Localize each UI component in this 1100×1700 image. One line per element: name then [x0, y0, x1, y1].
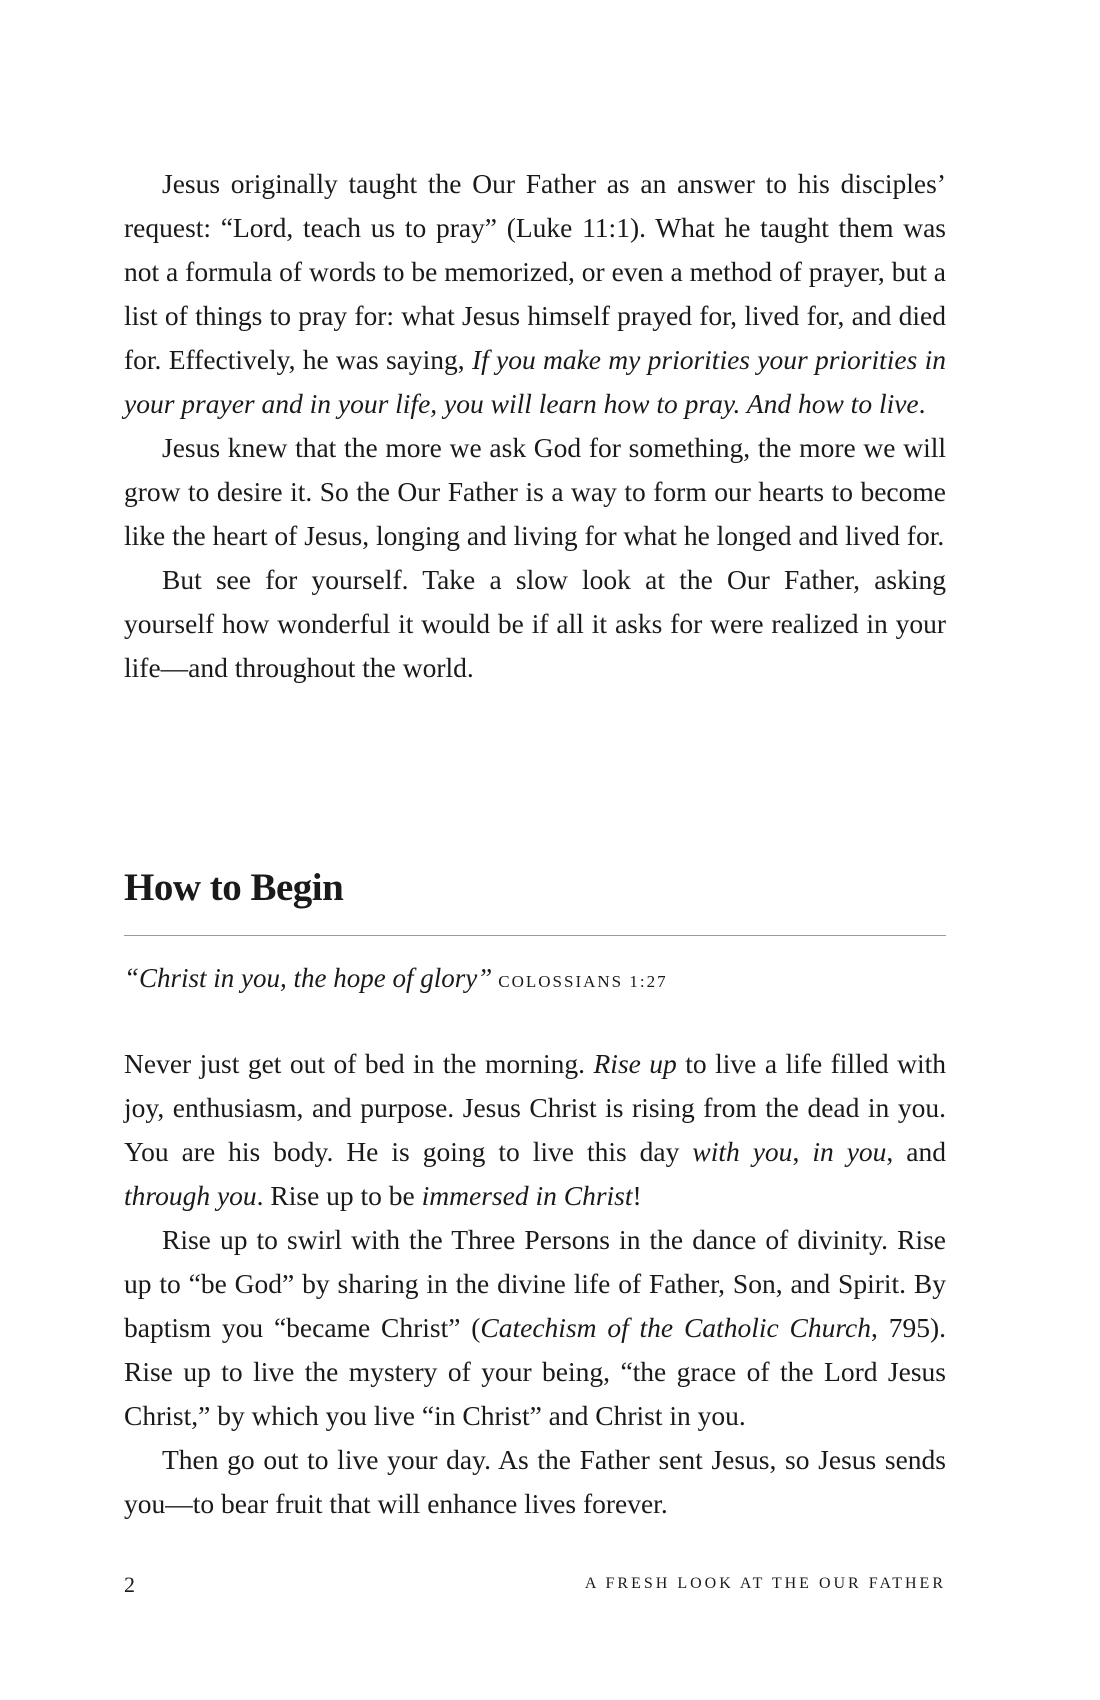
body-p1-text-a: Never just get out of bed in the morning. [124, 1048, 594, 1079]
intro-section [124, 162, 946, 690]
intro-paragraph-1 [124, 162, 946, 426]
heading-divider [124, 935, 946, 936]
body-section [124, 1042, 946, 1526]
body-p1-text-k: ! [632, 1180, 642, 1211]
body-p1-italic-in-you: in you [812, 1136, 887, 1167]
body-p1-text-i: . Rise up to be [256, 1180, 422, 1211]
body-p1-text-e: , [792, 1136, 813, 1167]
body-p2-text-c: , 795). Rise up to live the mystery of your being, “the grace of the Lord Jesus Christ,” by which you live “in Christ” and Christ in you. [124, 1312, 946, 1431]
epigraph-citation: COLOSSIANS 1:27 [498, 972, 668, 991]
intro-paragraph-2: Jesus knew that the more we ask God for something, the more we will grow to desire it. So the Our Father is a way to form our hearts to become like the heart of Jesus, longing and living for what he longed and lived for. [124, 432, 946, 551]
body-p1-italic-with-you: with you [692, 1136, 793, 1167]
intro-paragraph-1-text: Jesus originally taught the Our Father as an answer to his disciples’ request: “Lord, teach us to pray” (Luke 11:1). What he taught them was not a formula of words to be memorized, or even a method of prayer, but a list of things to pray for: what Jesus himself prayed for, lived for, and died for. Effectively, he was saying, [124, 168, 946, 375]
intro-paragraph-3: But see for yourself. Take a slow look at the Our Father, asking yourself how wonderful it would be if all it asks for were realized in your life—and throughout the world. [124, 564, 946, 683]
body-p1-text-g: , and [886, 1136, 946, 1167]
section-heading: How to Begin [124, 866, 344, 909]
intro-paragraph-1-italic: If you make my priorities your priorities in your prayer and in your life, you will learn how to pray. And how to live [124, 344, 946, 419]
body-paragraph-2 [124, 1218, 946, 1438]
body-paragraph-1 [124, 1042, 946, 1218]
epigraph [124, 956, 946, 1004]
running-title: A FRESH LOOK AT THE OUR FATHER [584, 1575, 946, 1592]
body-p2-italic-catechism: Catechism of the Catholic Church [480, 1312, 871, 1343]
body-p1-italic-through-you: through you [124, 1180, 257, 1211]
body-p1-italic-immersed: immersed in Christ [421, 1180, 633, 1211]
body-p1-italic-rise-up: Rise up [593, 1048, 677, 1079]
page-number: 2 [124, 1572, 135, 1597]
epigraph-quote: “Christ in you, the hope of glory” [124, 963, 493, 993]
body-p1-text-c: to live a life filled with joy, enthusiasm, and purpose. Jesus Christ is rising from the dead in you. You are his body. He is going to live this day [124, 1048, 946, 1167]
body-p2-text-a: Rise up to swirl with the Three Persons in the dance of divinity. Rise up to “be God” by sharing in the divine life of Father, Son, and Spirit. By baptism you “became Christ” ( [124, 1224, 946, 1343]
intro-paragraph-1-end: . [918, 388, 926, 419]
body-paragraph-3: Then go out to live your day. As the Father sent Jesus, so Jesus sends you—to bear fruit that will enhance lives forever. [124, 1444, 946, 1519]
